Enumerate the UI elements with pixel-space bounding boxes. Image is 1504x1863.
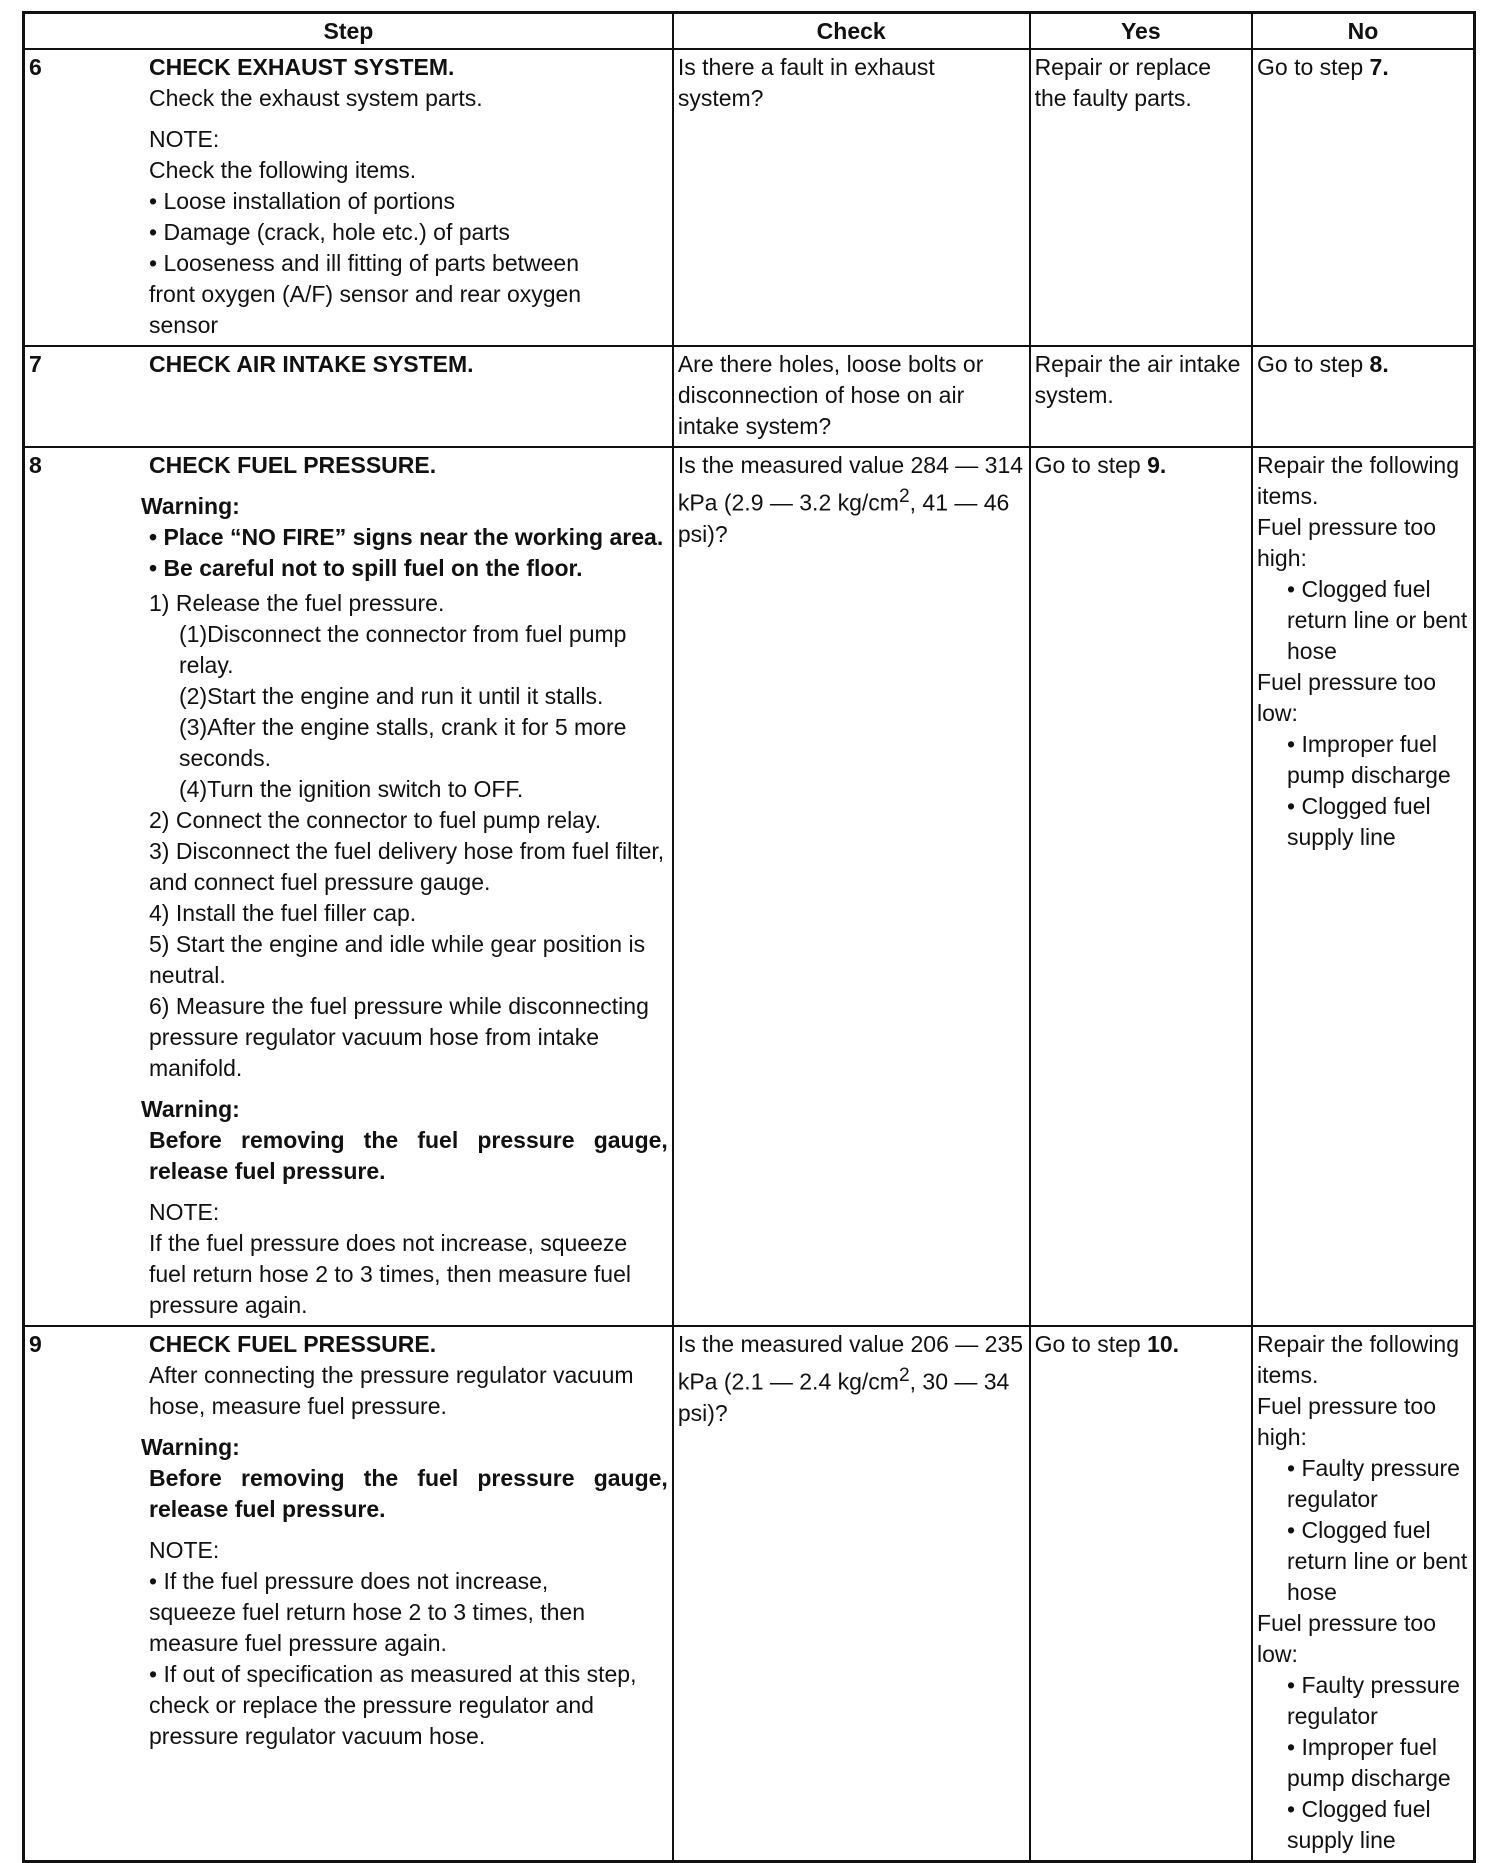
header-check: Check: [673, 13, 1030, 50]
note-label: NOTE:: [149, 1537, 220, 1563]
no-low-heading: Fuel pressure too low:: [1257, 669, 1436, 726]
procedure-substep: (2)Start the engine and run it until it stalls.: [179, 683, 604, 709]
procedure-substep: (1)Disconnect the connector from fuel pump relay.: [179, 621, 627, 678]
no-cell: [1252, 447, 1474, 1326]
step-cell: [24, 346, 673, 447]
no-cause: • Faulty pressure regulator: [1287, 1455, 1460, 1512]
goto-step: 9.: [1147, 452, 1167, 478]
warning-label: Warning:: [141, 1434, 240, 1460]
step-cell: [24, 49, 673, 346]
procedure-step: 2) Connect the connector to fuel pump relay.: [149, 807, 602, 833]
goto-prefix: Go to step: [1034, 1331, 1141, 1357]
step-title: CHECK FUEL PRESSURE.: [149, 1331, 437, 1357]
no-high-heading: Fuel pressure too high:: [1257, 514, 1436, 571]
no-cause: • Clogged fuel return line or bent hose: [1287, 1517, 1468, 1605]
yes-cell: [1030, 1326, 1252, 1862]
header-row: [24, 13, 1475, 50]
table-row-step-7: [24, 346, 1475, 447]
check-superscript: 2: [898, 1365, 910, 1386]
goto-step: 8.: [1369, 351, 1389, 377]
check-cell: [673, 1326, 1030, 1862]
procedure-step: 5) Start the engine and idle while gear position is neutral.: [149, 931, 646, 988]
no-cause: • Improper fuel pump discharge: [1287, 731, 1451, 788]
no-high-heading: Fuel pressure too high:: [1257, 1393, 1436, 1450]
procedure-substep: (3)After the engine stalls, crank it for 5 more seconds.: [179, 714, 627, 771]
step-number: 6: [29, 54, 42, 80]
no-cause: • Improper fuel pump discharge: [1287, 1734, 1451, 1791]
table-row-step-8: [24, 447, 1475, 1326]
yes-cell: Repair the air intake system.: [1030, 346, 1252, 447]
goto-prefix: Go to step: [1257, 54, 1364, 80]
check-text: Is the measured value 284 — 314 kPa (2.9 — 3.2 kg/cm: [677, 452, 1024, 516]
step-cell: [24, 447, 673, 1326]
no-cell: [1252, 49, 1474, 346]
diagnostic-table: [22, 11, 1476, 1863]
yes-cell: Repair or replace the faulty parts.: [1030, 49, 1252, 346]
table-row-step-6: [24, 49, 1475, 346]
step-cell: [24, 1326, 673, 1862]
table-row-step-9: [24, 1326, 1475, 1862]
procedure-step: 1) Release the fuel pressure.: [149, 590, 445, 616]
note-text: Check the following items.: [149, 157, 417, 183]
no-intro: Repair the following items.: [1257, 452, 1460, 509]
procedure-step: 3) Disconnect the fuel delivery hose from fuel filter, and connect fuel pressure gauge.: [149, 838, 665, 895]
warning-text: Before removing the fuel pressure gauge, release fuel pressure.: [149, 1465, 668, 1522]
procedure-step: 6) Measure the fuel pressure while disconnecting pressure regulator vacuum hose from intake manifold.: [149, 993, 649, 1081]
note-bullet: • Loose installation of portions: [149, 188, 455, 214]
no-cell: [1252, 1326, 1474, 1862]
goto-step: 7.: [1369, 54, 1389, 80]
procedure-substep: (4)Turn the ignition switch to OFF.: [179, 776, 524, 802]
step-number: 9: [29, 1331, 42, 1357]
note-text: If the fuel pressure does not increase, squeeze fuel return hose 2 to 3 times, then measure fuel pressure again.: [149, 1230, 631, 1318]
header-yes: Yes: [1030, 13, 1252, 50]
step-number: 8: [29, 452, 42, 478]
step-title: CHECK EXHAUST SYSTEM.: [149, 54, 455, 80]
check-superscript: 2: [898, 486, 910, 507]
note-bullet: • If out of specification as measured at this step, check or replace the pressure regulator and pressure regulator vacuum hose.: [149, 1661, 637, 1749]
warning-label: Warning:: [141, 493, 240, 519]
warning-label: Warning:: [141, 1096, 240, 1122]
step-title: CHECK AIR INTAKE SYSTEM.: [149, 351, 474, 377]
note-bullet: • Looseness and ill fitting of parts between front oxygen (A/F) sensor and rear oxygen sensor: [149, 250, 582, 338]
check-text-end: , 41 — 46 psi)?: [677, 489, 1010, 547]
header-step: Step: [24, 13, 673, 50]
note-bullet: • If the fuel pressure does not increase, squeeze fuel return hose 2 to 3 times, then measure fuel pressure again.: [149, 1568, 585, 1656]
note-bullet: • Damage (crack, hole etc.) of parts: [149, 219, 510, 245]
procedure-step: 4) Install the fuel filler cap.: [149, 900, 417, 926]
no-cell: [1252, 346, 1474, 447]
goto-prefix: Go to step: [1257, 351, 1364, 377]
step-title: CHECK FUEL PRESSURE.: [149, 452, 437, 478]
warning-item: • Be careful not to spill fuel on the floor.: [149, 555, 583, 581]
no-cause: • Clogged fuel supply line: [1287, 1796, 1431, 1853]
check-cell: Is there a fault in exhaust system?: [673, 49, 1030, 346]
no-low-heading: Fuel pressure too low:: [1257, 1610, 1436, 1667]
step-intro: Check the exhaust system parts.: [149, 85, 483, 111]
yes-cell: [1030, 447, 1252, 1326]
header-no: No: [1252, 13, 1474, 50]
step-number: 7: [29, 351, 42, 377]
goto-step: 10.: [1147, 1331, 1180, 1357]
note-label: NOTE:: [149, 1199, 220, 1225]
note-label: NOTE:: [149, 126, 220, 152]
check-cell: [673, 447, 1030, 1326]
check-text-end: , 30 — 34 psi)?: [677, 1368, 1010, 1426]
check-text: Is the measured value 206 — 235 kPa (2.1 — 2.4 kg/cm: [677, 1331, 1024, 1395]
warning-item: • Place “NO FIRE” signs near the working area.: [149, 524, 664, 550]
no-cause: • Clogged fuel return line or bent hose: [1287, 576, 1468, 664]
goto-prefix: Go to step: [1034, 452, 1141, 478]
check-cell: Are there holes, loose bolts or disconnection of hose on air intake system?: [673, 346, 1030, 447]
no-cause: • Faulty pressure regulator: [1287, 1672, 1460, 1729]
no-intro: Repair the following items.: [1257, 1331, 1460, 1388]
warning-text: Before removing the fuel pressure gauge, release fuel pressure.: [149, 1127, 668, 1184]
step-intro: After connecting the pressure regulator vacuum hose, measure fuel pressure.: [149, 1362, 634, 1419]
no-cause: • Clogged fuel supply line: [1287, 793, 1431, 850]
